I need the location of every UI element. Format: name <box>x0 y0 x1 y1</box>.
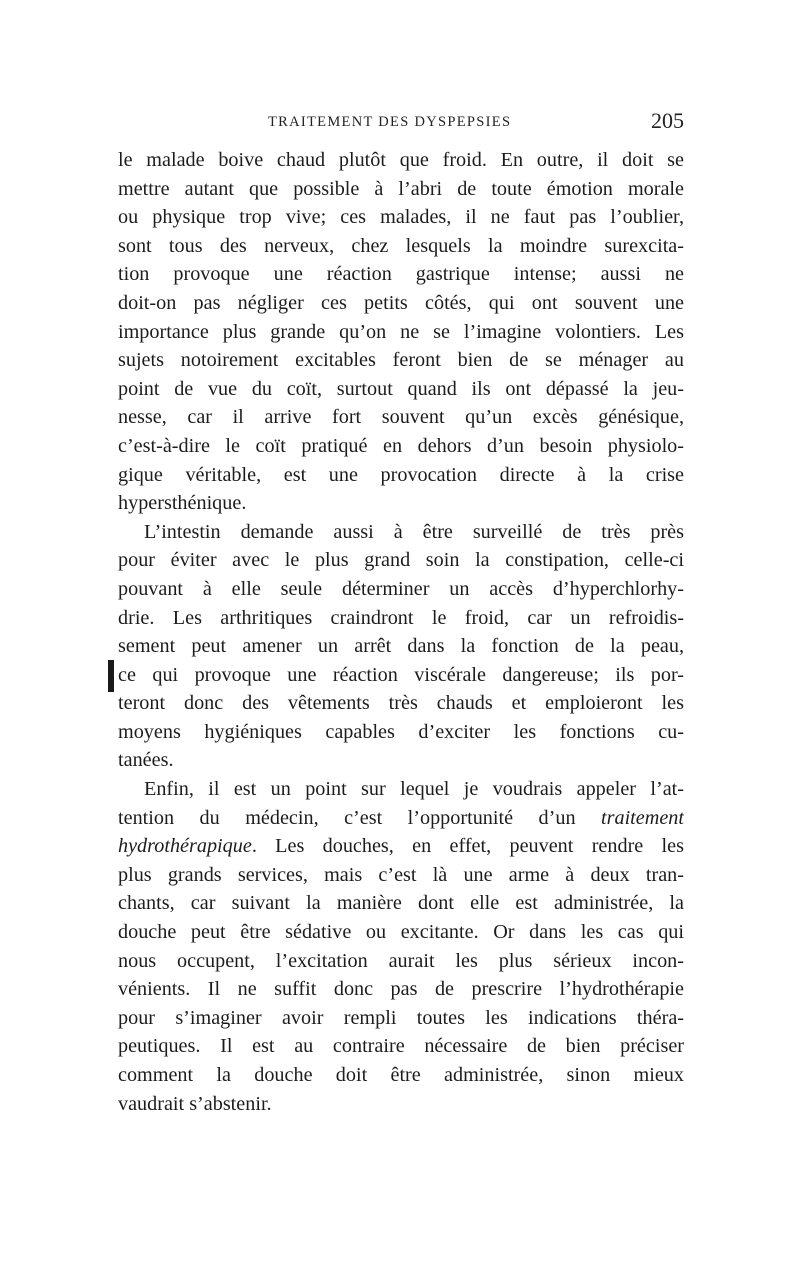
text-line: sement peut amener un arrêt dans la fonction de la peau, <box>118 635 684 658</box>
text-line: pouvant à elle seule déterminer un accès d’hyperchlorhy- <box>118 577 684 600</box>
text-line: sont tous des nerveux, chez lesquels la moindre surexcita- <box>118 234 684 257</box>
paragraph-2 <box>118 518 684 775</box>
text-line: pour s’imaginer avoir rempli toutes les indications théra- <box>118 1006 684 1029</box>
text-line: L’intestin demande aussi à être surveillé de très près <box>144 520 684 543</box>
text-line <box>118 804 684 833</box>
text-run: tention du médecin, c’est l’opportunité d’un <box>118 806 602 829</box>
text-line: comment la douche doit être administrée, sinon mieux <box>118 1064 684 1086</box>
text-line: le malade boive chaud plutôt que froid. En outre, il doit se <box>118 149 684 171</box>
text-line: gique véritable, est une provocation directe à la crise <box>118 463 684 486</box>
text-line: ou physique trop vive; ces malades, il ne faut pas l’oublier, <box>118 206 684 229</box>
text-line: nesse, car il arrive fort souvent qu’un excès génésique, <box>118 406 684 429</box>
text-line: importance plus grande qu’on ne se l’imagine volontiers. Les <box>118 320 684 343</box>
text-line: c’est-à-dire le coït pratiqué en dehors d’un besoin physiolo- <box>118 434 684 457</box>
text-line: drie. Les arthritiques craindront le froid, car un refroidis- <box>118 606 684 629</box>
text-line: teront donc des vêtements très chauds et emploieront les <box>118 692 684 715</box>
running-head <box>118 108 684 138</box>
text-line: pour éviter avec le plus grand soin la constipation, celle-ci <box>118 549 684 572</box>
text-line: plus grands services, mais c’est là une arme à deux tran- <box>118 863 684 886</box>
text-line: nous occupent, l’excitation aurait les plus sérieux incon- <box>118 949 684 972</box>
margin-ink-mark <box>108 660 114 692</box>
text-line: Enfin, il est un point sur lequel je voudrais appeler l’at- <box>144 778 684 801</box>
text-line: ce qui provoque une réaction viscérale dangereuse; ils por- <box>118 663 684 686</box>
body-text <box>118 146 684 1118</box>
italic-term: traitement <box>601 806 684 829</box>
text-line: vénients. Il ne suffit donc pas de prescrire l’hydrothérapie <box>118 978 684 1001</box>
text-line: tanées. <box>118 749 174 772</box>
text-line: sujets notoirement excitables feront bien de se ménager au <box>118 349 684 372</box>
text-line <box>118 832 684 861</box>
text-line: peutiques. Il est au contraire nécessaire de bien préciser <box>118 1035 684 1058</box>
page-number: 205 <box>651 108 684 133</box>
text-line: douche peut être sédative ou excitante. Or dans les cas qui <box>118 921 684 944</box>
text-line: point de vue du coït, surtout quand ils ont dépassé la jeu- <box>118 377 684 400</box>
paragraph-3 <box>118 775 684 1118</box>
italic-term: hydrothérapique <box>118 835 252 858</box>
text-run: . Les douches, en effet, peuvent rendre les <box>251 835 684 858</box>
text-line: mettre autant que possible à l’abri de toute émotion morale <box>118 177 684 200</box>
text-line: doit-on pas négliger ces petits côtés, qui ont souvent une <box>118 291 684 314</box>
text-line: vaudrait s’abstenir. <box>118 1092 272 1115</box>
text-line: moyens hygiéniques capables d’exciter les fonctions cu- <box>118 720 684 743</box>
paragraph-1 <box>118 146 684 518</box>
text-line: chants, car suivant la manière dont elle est administrée, la <box>118 892 684 915</box>
running-title: TRAITEMENT DES DYSPEPSIES <box>268 114 512 130</box>
text-line: hypersthénique. <box>118 492 247 515</box>
text-line: tion provoque une réaction gastrique intense; aussi ne <box>118 263 684 286</box>
